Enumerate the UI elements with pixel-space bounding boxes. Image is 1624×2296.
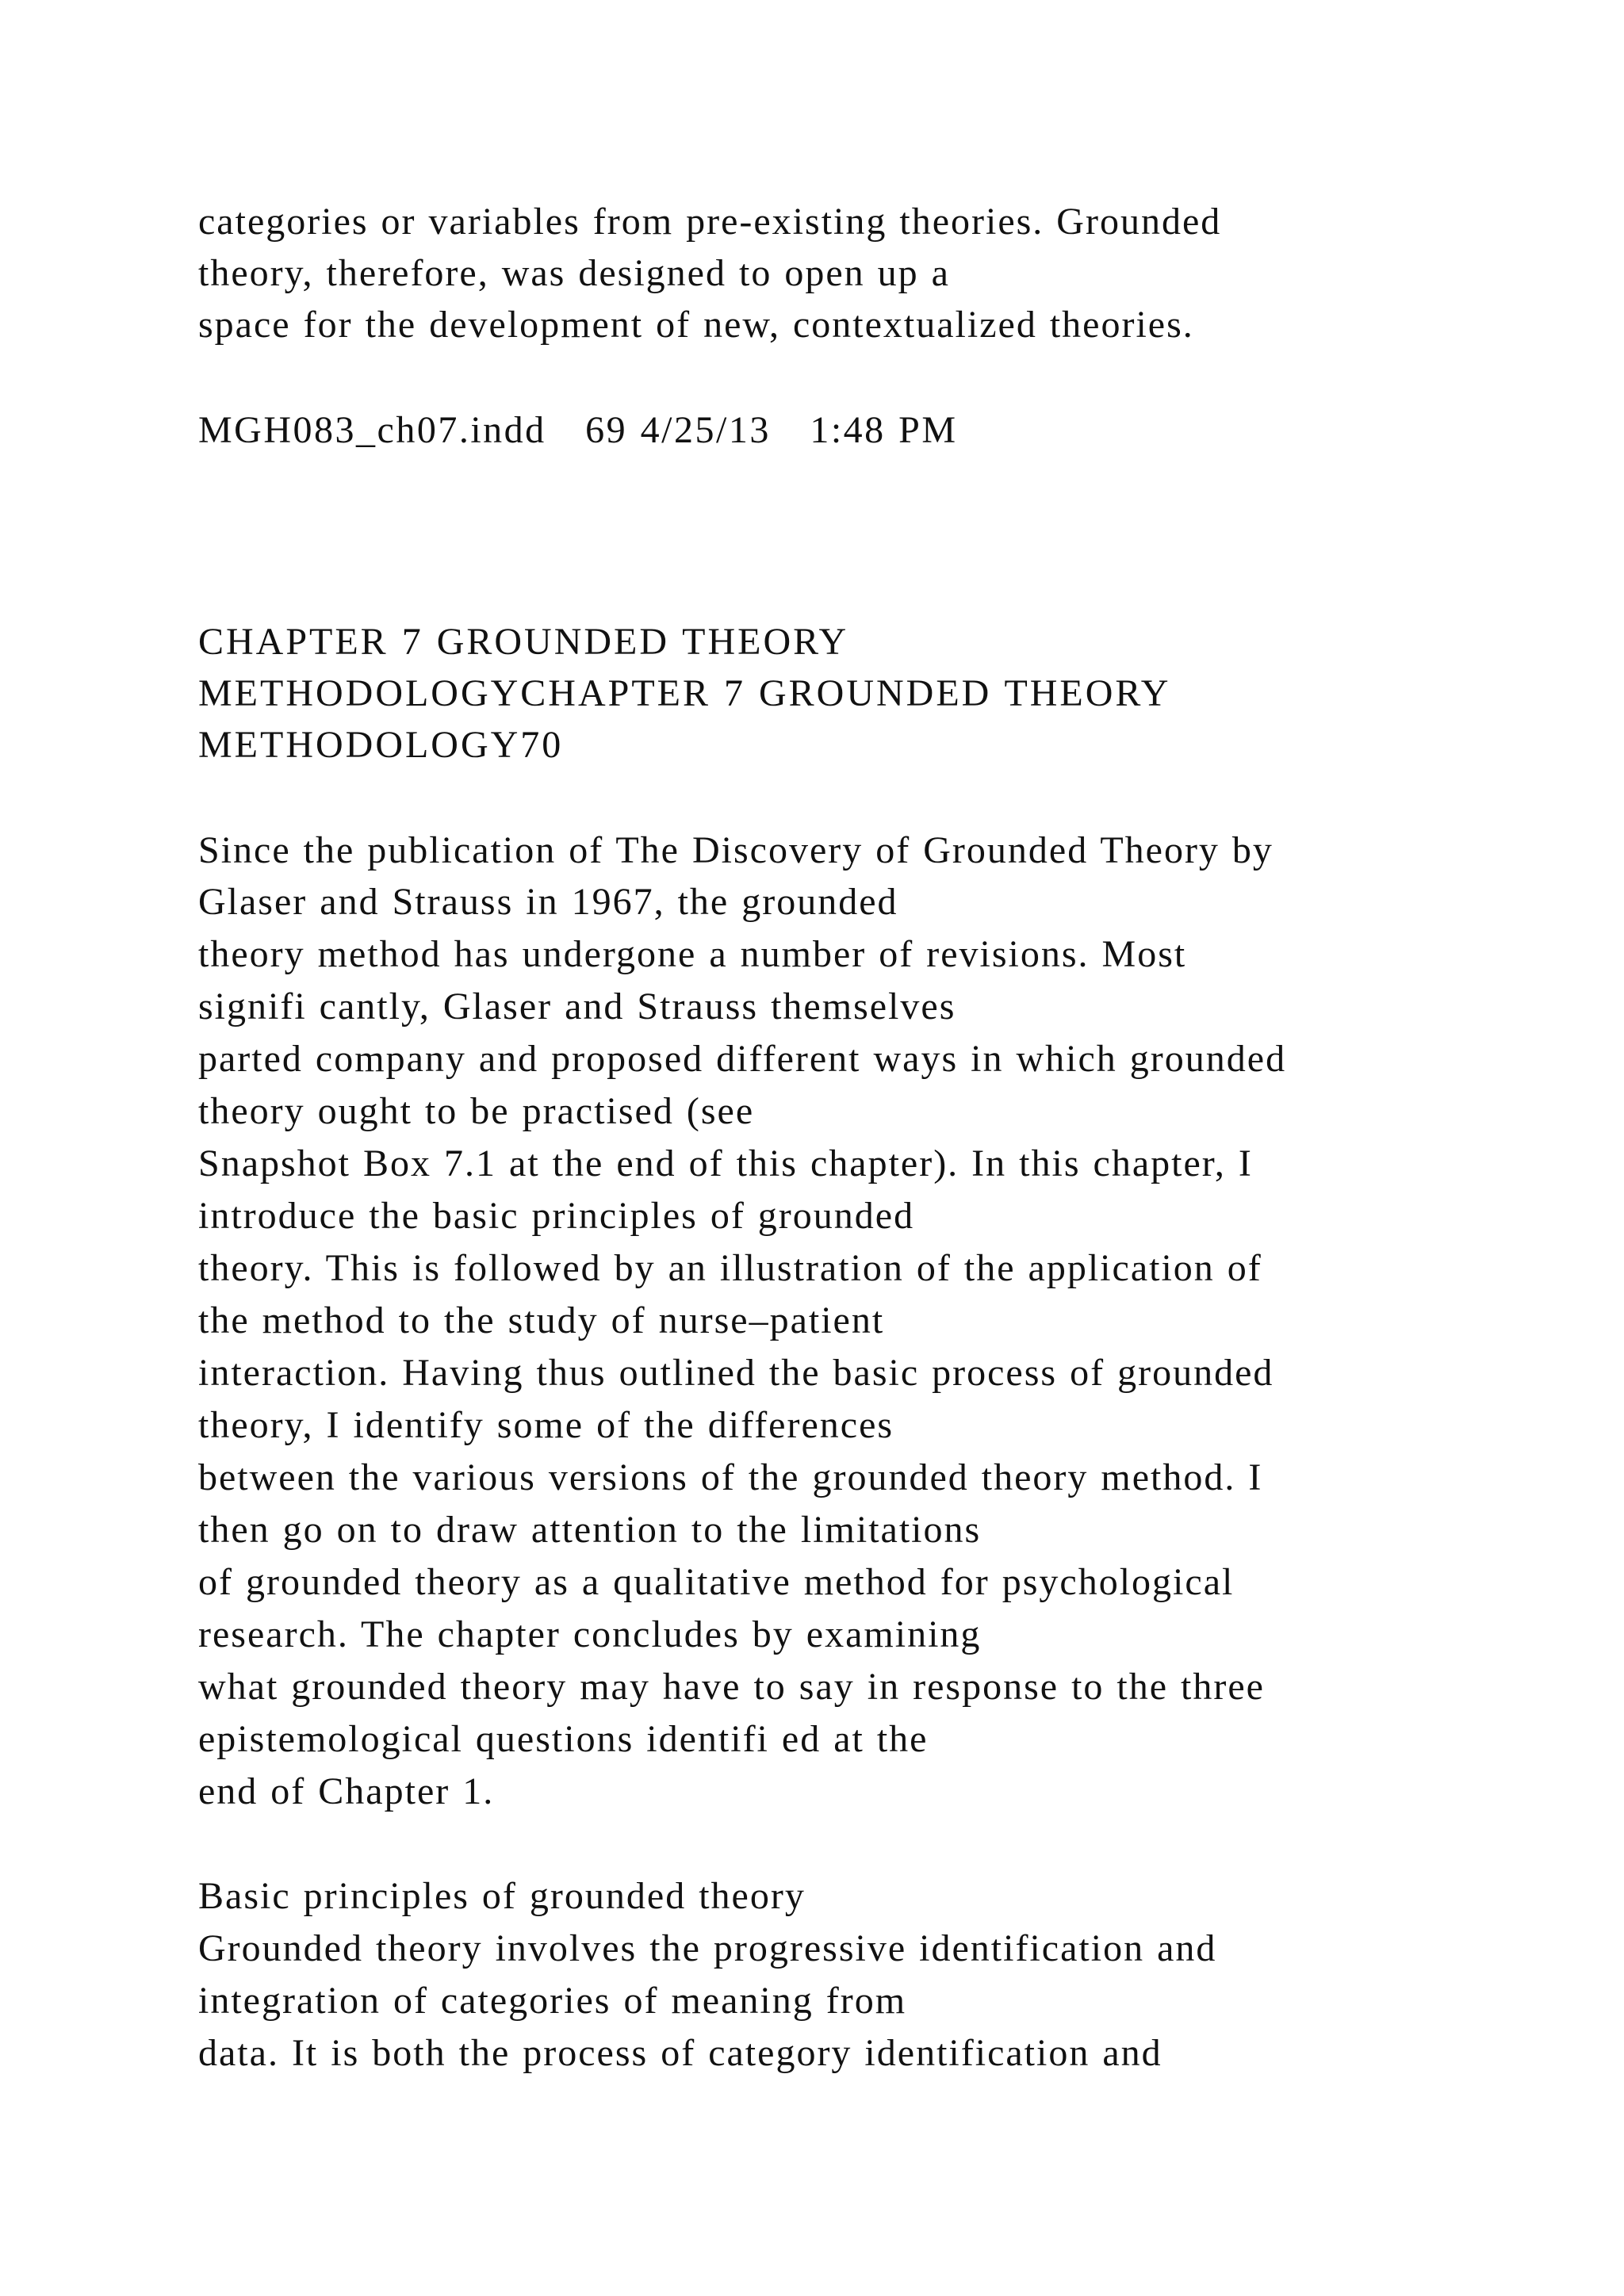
- paragraph-line: theory. This is followed by an illustration of the application of: [198, 1247, 1262, 1289]
- section-heading: Basic principles of grounded theory: [198, 1875, 806, 1917]
- section-line: Grounded theory involves the progressive identification and: [198, 1927, 1217, 1969]
- paragraph-line: Since the publication of The Discovery of Grounded Theory by: [198, 829, 1274, 871]
- paragraph-line: what grounded theory may have to say in response to the three: [198, 1666, 1265, 1708]
- paragraph-line: epistemological questions identifi ed at the: [198, 1718, 929, 1760]
- paragraph-line: end of Chapter 1.: [198, 1770, 495, 1812]
- chapter-header-line: METHODOLOGY70: [198, 724, 564, 766]
- paragraph-line: signifi cantly, Glaser and Strauss themselves: [198, 985, 956, 1027]
- paragraph-line: research. The chapter concludes by examining: [198, 1613, 982, 1655]
- paragraph-line: interaction. Having thus outlined the basic process of grounded: [198, 1352, 1274, 1394]
- paragraph-line: theory ought to be practised (see: [198, 1090, 755, 1132]
- intro-line: categories or variables from pre-existing theories. Grounded: [198, 201, 1222, 243]
- intro-line: space for the development of new, contextualized theories.: [198, 304, 1194, 346]
- paragraph-line: of grounded theory as a qualitative method for psychological: [198, 1561, 1235, 1603]
- paragraph-line: introduce the basic principles of grounded: [198, 1195, 915, 1237]
- section-line: integration of categories of meaning from: [198, 1980, 907, 2022]
- file-metadata: MGH083_ch07.indd 69 4/25/13 1:48 PM: [198, 409, 958, 451]
- paragraph-line: then go on to draw attention to the limitations: [198, 1509, 982, 1551]
- paragraph-line: theory method has undergone a number of revisions. Most: [198, 933, 1187, 975]
- paragraph-line: the method to the study of nurse–patient: [198, 1299, 885, 1341]
- chapter-header-line: METHODOLOGYCHAPTER 7 GROUNDED THEORY: [198, 672, 1171, 714]
- paragraph-line: theory, I identify some of the differences: [198, 1404, 894, 1446]
- intro-line: theory, therefore, was designed to open up a: [198, 252, 950, 294]
- paragraph-line: between the various versions of the grounded theory method. I: [198, 1456, 1263, 1498]
- paragraph-line: parted company and proposed different ways in which grounded: [198, 1038, 1287, 1080]
- chapter-header-line: CHAPTER 7 GROUNDED THEORY: [198, 621, 849, 663]
- paragraph-line: Snapshot Box 7.1 at the end of this chapter). In this chapter, I: [198, 1142, 1253, 1184]
- section-line: data. It is both the process of category identification and: [198, 2032, 1162, 2074]
- paragraph-line: Glaser and Strauss in 1967, the grounded: [198, 881, 898, 923]
